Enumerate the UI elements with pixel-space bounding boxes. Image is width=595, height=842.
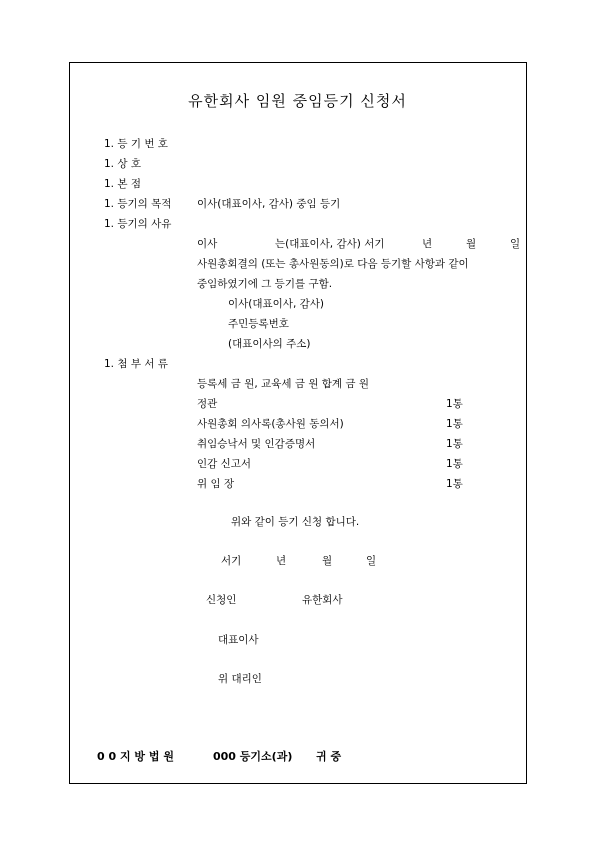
reason-month: 월 (466, 238, 477, 250)
attachment-name: 위 임 장 (197, 478, 235, 490)
reason-role-date: 는(대표이사, 감사) 서기 (275, 238, 385, 250)
reason-resident-number: 주민등록번호 (228, 318, 289, 330)
reason-year: 년 (422, 238, 433, 250)
date-day: 일 (366, 555, 377, 567)
purpose-label: 1. 등기의 목적 (104, 198, 172, 210)
reason-day: 일 (510, 238, 521, 250)
honorific: 귀 중 (316, 750, 342, 763)
purpose-value: 이사(대표이사, 감사) 중임 등기 (197, 198, 341, 210)
attachment-count: 1통 (446, 418, 463, 430)
document-title: 유한회사 임원 중임등기 신청서 (188, 92, 407, 110)
reason-address: (대표이사의 주소) (228, 338, 311, 350)
reason-director: 이사 (197, 238, 218, 250)
date-era: 서기 (221, 555, 242, 567)
date-year: 년 (276, 555, 287, 567)
attachments-label: 1. 첨 부 서 류 (104, 358, 168, 370)
representative-director: 대표이사 (218, 634, 259, 646)
agent-label: 위 대리인 (218, 673, 262, 685)
date-month: 월 (322, 555, 333, 567)
tax-line: 등록세 금 원, 교육세 금 원 합계 금 원 (197, 378, 370, 390)
attachment-count: 1통 (446, 478, 463, 490)
attachment-name: 사원총회 의사록(총사원 동의서) (197, 418, 344, 430)
court-name: 0 0 지 방 법 원 (97, 750, 174, 763)
trade-name-label: 1. 상 호 (104, 158, 141, 170)
attachment-count: 1통 (446, 458, 463, 470)
attachment-count: 1통 (446, 438, 463, 450)
applicant-company: 유한회사 (302, 594, 343, 606)
application-statement: 위와 같이 등기 신청 합니다. (231, 516, 360, 528)
registration-number-label: 1. 등 기 번 호 (104, 138, 168, 150)
reason-director-role: 이사(대표이사, 감사) (228, 298, 325, 310)
reason-label: 1. 등기의 사유 (104, 218, 172, 230)
attachment-name: 취임승낙서 및 인감증명서 (197, 438, 316, 450)
reason-resolution: 사원총회결의 (또는 총사원동의)로 다음 등기할 사항과 같이 (197, 258, 469, 270)
head-office-label: 1. 본 점 (104, 178, 141, 190)
attachment-count: 1통 (446, 398, 463, 410)
attachment-name: 정관 (197, 398, 218, 410)
registry-office: 000 등기소(과) (213, 750, 293, 763)
reason-request: 중임하였기에 그 등기를 구함. (197, 278, 333, 290)
applicant-label: 신청인 (206, 594, 237, 606)
attachment-name: 인감 신고서 (197, 458, 252, 470)
